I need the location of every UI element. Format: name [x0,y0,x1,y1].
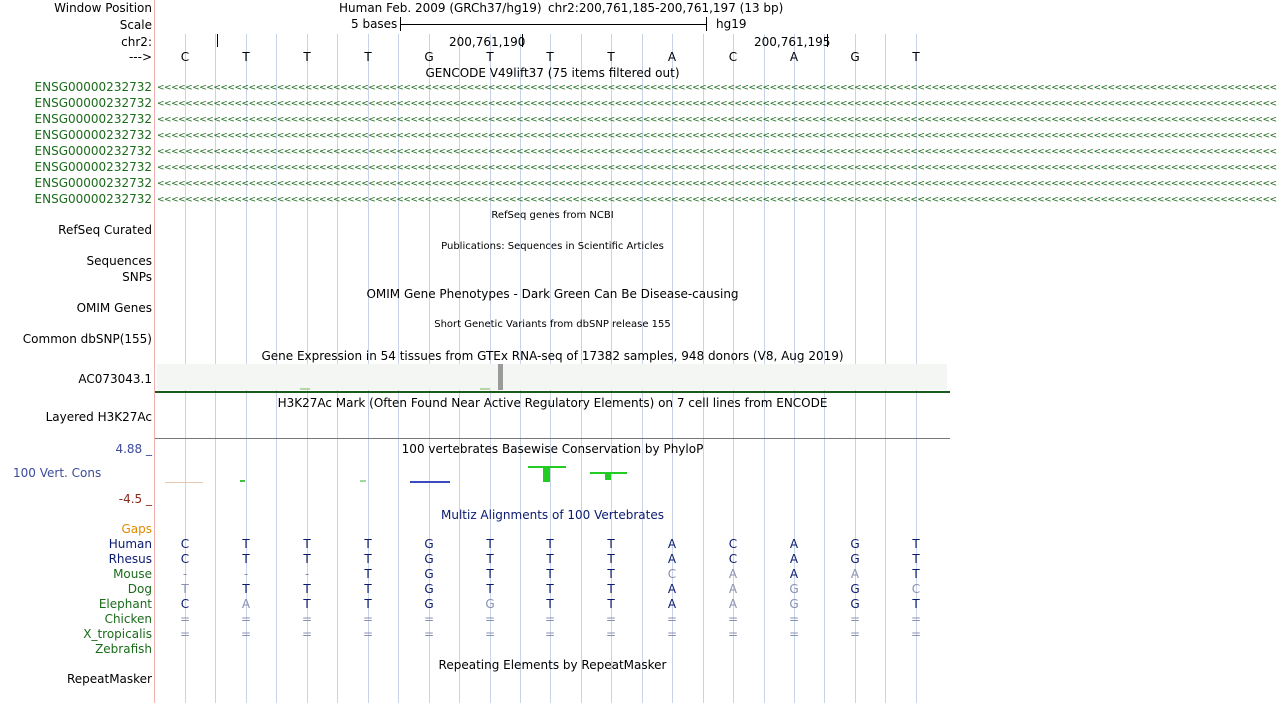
alignment-base: T [546,582,554,596]
alignment-base: = [423,612,435,626]
scale-text: 5 bases [351,17,398,31]
alignment-base: = [727,627,739,641]
omim-track-label[interactable]: OMIM Genes [76,301,152,315]
alignment-base: T [912,597,920,611]
gencode-item-label[interactable]: ENSG00000232732 [34,160,152,174]
alignment-base: = [788,612,800,626]
h3k27ac-baseline [155,438,950,439]
gencode-item-label[interactable]: ENSG00000232732 [34,192,152,206]
alignment-base: T [546,552,554,566]
alignment-base: = [666,612,678,626]
omim-track-title[interactable]: OMIM Gene Phenotypes - Dark Green Can Be Disease-causing [366,287,739,301]
alignment-base: = [605,627,617,641]
alignment-base: = [179,612,191,626]
alignment-base: A [667,582,677,596]
alignment-base: A [667,597,677,611]
alignment-base: = [788,627,800,641]
alignment-base: = [362,612,374,626]
base-letter: A [667,50,677,64]
base-letter: T [303,50,311,64]
gencode-item-label[interactable]: ENSG00000232732 [34,176,152,190]
alignment-base: A [789,537,799,551]
alignment-base: T [303,552,311,566]
gencode-item-label[interactable]: ENSG00000232732 [34,144,152,158]
alignment-base: C [180,552,190,566]
alignment-base: T [364,537,372,551]
h3k27ac-track-title[interactable]: H3K27Ac Mark (Often Found Near Active Regulatory Elements) on 7 cell lines from ENCODE [277,396,828,410]
refseq-track-label[interactable]: RefSeq Curated [58,223,152,237]
phylop-bar [360,480,366,482]
alignment-base: A [850,567,860,581]
alignment-base: G [424,582,434,596]
alignment-base: G [850,552,860,566]
gencode-item-label[interactable]: ENSG00000232732 [34,128,152,142]
dbsnp-track-title[interactable]: Short Genetic Variants from dbSNP release 155 [434,319,671,330]
base-letter: T [607,50,615,64]
alignment-base: = [240,612,252,626]
alignment-base: = [423,627,435,641]
alignment-base: G [850,597,860,611]
alignment-base: A [667,537,677,551]
gencode-item-label[interactable]: ENSG00000232732 [34,112,152,126]
gtex-expression-bar [480,388,490,390]
gencode-transcript-feature[interactable]: <<<<<<<<<<<<<<<<<<<<<<<<<<<<<<<<<<<<<<<<<<<<<<<<<<<<<<<<<<<<<<<<<<<<<<<<<<<<<<<<<<<<<<<<<<<<<<<<<<<<<<<<<<<<<<<<<<<<<<<<<<<<<<<<<<<<<<<<<<<<<<<<<<<<<<<<<<<<<<< [157,179,1277,189]
alignment-base: A [728,582,738,596]
alignment-base: = [849,627,861,641]
alignment-base: A [728,567,738,581]
publications-track-title[interactable]: Publications: Sequences in Scientific Articles [441,241,664,252]
alignment-base: T [364,552,372,566]
assembly-title: Human Feb. 2009 (GRCh37/hg19) [339,1,542,15]
alignment-base: T [364,597,372,611]
alignment-base: = [910,627,922,641]
alignment-base: T [303,537,311,551]
dbsnp-track-label[interactable]: Common dbSNP(155) [22,332,152,346]
gencode-item-label[interactable]: ENSG00000232732 [34,80,152,94]
alignment-base: = [666,627,678,641]
alignment-base: = [727,612,739,626]
alignment-base: T [546,597,554,611]
alignment-base: T [486,567,494,581]
alignment-base: G [789,582,799,596]
alignment-base: G [424,552,434,566]
ruler-tick [522,34,523,47]
alignment-base: A [241,597,251,611]
gtex-track-label[interactable]: AC073043.1 [78,372,152,386]
base-letter: T [912,50,920,64]
alignment-base: C [180,597,190,611]
alignment-base: G [850,582,860,596]
phylop-bar [410,481,450,483]
alignment-base: G [485,597,495,611]
phylop-max-label: 4.88 _ [115,442,152,456]
phylop-bar [543,466,550,482]
alignment-base: G [424,597,434,611]
alignment-base: A [789,552,799,566]
alignment-base: T [607,582,615,596]
gencode-item-label[interactable]: ENSG00000232732 [34,96,152,110]
alignment-base: = [544,627,556,641]
alignment-base: C [911,582,921,596]
snps-track-label[interactable]: SNPs [122,270,152,284]
alignment-base: T [364,582,372,596]
alignment-base: T [912,552,920,566]
base-letter: T [364,50,372,64]
phylop-bar [240,480,245,482]
gtex-expression-area[interactable] [157,364,947,390]
phylop-min-label: -4.5 _ [118,492,152,506]
alignment-base: A [789,567,799,581]
base-letter: G [850,50,860,64]
refseq-track-title[interactable]: RefSeq genes from NCBI [491,210,614,221]
phylop-bar [165,482,203,483]
alignment-base: C [728,537,738,551]
gtex-expression-bar[interactable] [498,364,503,390]
alignment-base: = [849,612,861,626]
base-letter: A [789,50,799,64]
alignment-base: G [850,537,860,551]
species-label[interactable]: Rhesus [108,552,152,566]
ruler-coord-1: 200,761,190 [449,35,526,49]
base-letter: C [728,50,738,64]
alignment-base: T [607,597,615,611]
sequences-track-label[interactable]: Sequences [86,254,152,268]
alignment-base: A [667,552,677,566]
base-letter: G [424,50,434,64]
alignment-base: T [607,537,615,551]
alignment-base: = [179,627,191,641]
alignment-base: T [303,597,311,611]
alignment-base: T [546,537,554,551]
repeatmasker-track-title[interactable]: Repeating Elements by RepeatMasker [438,658,667,672]
alignment-base: A [728,597,738,611]
strand-arrow-label: ---> [128,50,152,64]
alignment-base: T [912,567,920,581]
alignment-base: T [364,567,372,581]
alignment-base: C [180,537,190,551]
alignment-base: C [667,567,677,581]
gencode-transcript-feature[interactable]: <<<<<<<<<<<<<<<<<<<<<<<<<<<<<<<<<<<<<<<<<<<<<<<<<<<<<<<<<<<<<<<<<<<<<<<<<<<<<<<<<<<<<<<<<<<<<<<<<<<<<<<<<<<<<<<<<<<<<<<<<<<<<<<<<<<<<<<<<<<<<<<<<<<<<<<<<<<<<<< [157,195,1277,205]
alignment-base: = [301,627,313,641]
gtex-expression-bar [300,388,310,390]
gtex-baseline [155,391,950,393]
repeatmasker-track-label[interactable]: RepeatMasker [66,672,152,686]
scale-bar [400,24,706,25]
scale-bar-right-tick [706,17,707,31]
ruler-coord-2: 200,761,195 [754,35,831,49]
alignment-base: = [240,627,252,641]
alignment-base: T [486,537,494,551]
alignment-base: = [484,612,496,626]
species-label[interactable]: Human [108,537,152,551]
species-label[interactable]: Zebrafish [95,642,152,656]
window-position-label: Window Position [54,1,152,15]
gencode-transcript-feature[interactable]: <<<<<<<<<<<<<<<<<<<<<<<<<<<<<<<<<<<<<<<<<<<<<<<<<<<<<<<<<<<<<<<<<<<<<<<<<<<<<<<<<<<<<<<<<<<<<<<<<<<<<<<<<<<<<<<<<<<<<<<<<<<<<<<<<<<<<<<<<<<<<<<<<<<<<<<<<<<<<<< [157,83,1277,93]
species-label[interactable]: Dog [127,582,152,596]
alignment-base: - [182,567,188,581]
gencode-transcript-feature[interactable]: <<<<<<<<<<<<<<<<<<<<<<<<<<<<<<<<<<<<<<<<<<<<<<<<<<<<<<<<<<<<<<<<<<<<<<<<<<<<<<<<<<<<<<<<<<<<<<<<<<<<<<<<<<<<<<<<<<<<<<<<<<<<<<<<<<<<<<<<<<<<<<<<<<<<<<<<<<<<<<< [157,99,1277,109]
species-label[interactable]: X_tropicalis [83,627,152,641]
alignment-base: G [424,567,434,581]
gencode-track-title[interactable]: GENCODE V49lift37 (75 items filtered out) [425,66,680,80]
alignment-base: T [242,582,250,596]
base-letter: T [242,50,250,64]
ruler-tick [827,34,828,47]
alignment-base: T [303,582,311,596]
alignment-base: G [424,537,434,551]
gencode-transcript-feature[interactable]: <<<<<<<<<<<<<<<<<<<<<<<<<<<<<<<<<<<<<<<<<<<<<<<<<<<<<<<<<<<<<<<<<<<<<<<<<<<<<<<<<<<<<<<<<<<<<<<<<<<<<<<<<<<<<<<<<<<<<<<<<<<<<<<<<<<<<<<<<<<<<<<<<<<<<<<<<<<<<<< [157,147,1277,157]
chrom-label: chr2: [121,35,152,49]
gaps-label[interactable]: Gaps [121,522,152,536]
h3k27ac-track-label[interactable]: Layered H3K27Ac [45,410,152,424]
gencode-transcript-feature[interactable]: <<<<<<<<<<<<<<<<<<<<<<<<<<<<<<<<<<<<<<<<<<<<<<<<<<<<<<<<<<<<<<<<<<<<<<<<<<<<<<<<<<<<<<<<<<<<<<<<<<<<<<<<<<<<<<<<<<<<<<<<<<<<<<<<<<<<<<<<<<<<<<<<<<<<<<<<<<<<<<< [157,115,1277,125]
alignment-base: T [486,582,494,596]
phylop-track-label[interactable]: 100 Vert. Cons [13,466,102,480]
phylop-bar [605,472,611,480]
alignment-base: = [544,612,556,626]
alignment-base: C [728,552,738,566]
alignment-base: T [242,537,250,551]
position-readout[interactable]: chr2:200,761,185-200,761,197 (13 bp) [548,1,784,15]
alignment-base: = [362,627,374,641]
gtex-track-title[interactable]: Gene Expression in 54 tissues from GTEx RNA-seq of 17382 samples, 948 donors (V8, Aug 2019) [261,349,844,363]
alignment-base: - [304,567,310,581]
alignment-base: = [301,612,313,626]
species-label[interactable]: Elephant [98,597,152,611]
species-label[interactable]: Mouse [113,567,152,581]
ruler-tick [217,34,218,47]
gencode-transcript-feature[interactable]: <<<<<<<<<<<<<<<<<<<<<<<<<<<<<<<<<<<<<<<<<<<<<<<<<<<<<<<<<<<<<<<<<<<<<<<<<<<<<<<<<<<<<<<<<<<<<<<<<<<<<<<<<<<<<<<<<<<<<<<<<<<<<<<<<<<<<<<<<<<<<<<<<<<<<<<<<<<<<<< [157,131,1277,141]
alignment-base: = [910,612,922,626]
alignment-base: = [605,612,617,626]
base-letter: T [546,50,554,64]
multiz-track-title[interactable]: Multiz Alignments of 100 Vertebrates [440,508,665,522]
scale-bar-left-tick [400,17,401,31]
species-label[interactable]: Chicken [104,612,152,626]
db-label: hg19 [716,17,747,31]
alignment-base: T [912,537,920,551]
alignment-base: T [486,552,494,566]
alignment-base: T [181,582,189,596]
alignment-base: T [546,567,554,581]
alignment-base: G [789,597,799,611]
alignment-base: T [607,552,615,566]
base-letter: T [486,50,494,64]
gencode-transcript-feature[interactable]: <<<<<<<<<<<<<<<<<<<<<<<<<<<<<<<<<<<<<<<<<<<<<<<<<<<<<<<<<<<<<<<<<<<<<<<<<<<<<<<<<<<<<<<<<<<<<<<<<<<<<<<<<<<<<<<<<<<<<<<<<<<<<<<<<<<<<<<<<<<<<<<<<<<<<<<<<<<<<<< [157,163,1277,173]
alignment-base: T [242,552,250,566]
phylop-track-title[interactable]: 100 vertebrates Basewise Conservation by PhyloP [401,442,704,456]
base-letter: C [180,50,190,64]
alignment-base: = [484,627,496,641]
scale-label: Scale [119,18,152,32]
alignment-base: - [243,567,249,581]
alignment-base: T [607,567,615,581]
